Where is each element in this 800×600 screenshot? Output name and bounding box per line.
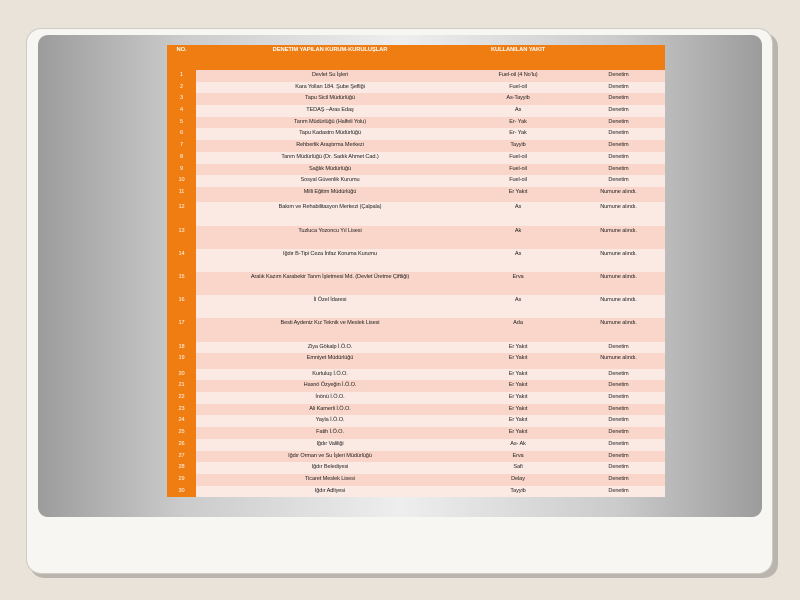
header-no: NO. [176,47,187,53]
institution-name: Aralık Kazım Karabekir Tarım İşletmesi Md. (Devlet Üretme Çiftliği) [250,273,410,280]
fuel-type: Erva [512,273,524,280]
table-row [167,474,665,486]
row-number: 19 [167,353,196,369]
table-row [167,187,665,203]
header-institution: DENETİM YAPILAN KURUM-KURULUŞLAR [272,47,388,53]
row-number: 5 [167,117,196,129]
row-cells [196,105,665,117]
row-cells [196,70,665,82]
institution-name: Ziya Gökalp İ.Ö.O. [307,343,353,350]
inspection-result: Denetim [608,475,629,482]
table-row [167,70,665,82]
row-number: 28 [167,462,196,474]
table-row [167,226,665,249]
row-number: 30 [167,486,196,498]
fuel-type: As- Ak [510,440,526,447]
inspection-result: Numune alındı. [600,355,637,362]
row-cells [196,249,665,272]
fuel-type: Er- Yak [509,130,527,137]
institution-name: Tuzluca Yozoncu Yıl Lisesi [298,227,362,234]
inspection-result: Denetim [608,107,629,114]
institution-name: Iğdır Adliyesi [314,487,346,494]
inspection-result: Denetim [608,118,629,125]
institution-name: Yayla İ.Ö.O. [315,417,345,424]
inspection-result: Denetim [608,405,629,412]
fuel-type: Er Yakıt [508,405,528,412]
row-cells [196,164,665,176]
row-number: 22 [167,392,196,404]
row-cells [196,93,665,105]
inspection-result: Denetim [608,429,629,436]
institution-name: Kurtuluş İ.Ö.O. [312,370,348,377]
institution-name: Tarım Müdürlüğü (Dr. Sadık Ahmet Cad.) [281,153,379,160]
row-number: 12 [167,202,196,225]
row-cells [196,451,665,463]
fuel-type: As [514,297,522,304]
fuel-type: As [514,204,522,211]
row-number: 11 [167,187,196,203]
inspection-result: Denetim [608,165,629,172]
inspection-result: Denetim [608,130,629,137]
row-cells [196,140,665,152]
institution-name: Iğdır Orman ve Su İşleri Müdürlüğü [288,452,372,459]
row-cells [196,392,665,404]
row-cells [196,474,665,486]
row-cells [196,415,665,427]
row-number: 2 [167,82,196,94]
row-number: 3 [167,93,196,105]
inspection-result: Denetim [608,417,629,424]
inspection-table [167,45,665,497]
inspection-result: Numune alındı. [600,297,637,304]
inspection-result: Numune alındı. [600,273,637,280]
inspection-result: Numune alındı. [600,320,637,327]
row-cells [196,404,665,416]
inspection-result: Denetim [608,370,629,377]
table-row [167,462,665,474]
institution-name: Fatih İ.Ö.O. [316,429,344,436]
table-row [167,342,665,354]
table-row [167,486,665,498]
inspection-result: Numune alındı. [600,188,637,195]
row-cells [196,202,665,225]
table-row [167,404,665,416]
row-cells [196,369,665,381]
row-number: 26 [167,439,196,451]
row-cells [196,353,665,369]
row-number: 25 [167,427,196,439]
fuel-type: Er Yakıt [508,382,528,389]
row-number: 14 [167,249,196,272]
fuel-type: Er Yakıt [508,355,528,362]
institution-name: Iğdır B-Tipi Ceza İnfaz Koruma Kurumu [282,250,378,257]
table-row [167,439,665,451]
table-row [167,272,665,295]
fuel-type: As [514,107,522,114]
row-number: 27 [167,451,196,463]
row-cells [196,342,665,354]
institution-name: Sağlık Müdürlüğü [309,165,351,172]
inspection-result: Denetim [608,464,629,471]
fuel-type: Safi [513,464,523,471]
institution-name: Tapu Kadastro Müdürlüğü [299,130,361,137]
row-number: 29 [167,474,196,486]
row-cells [196,82,665,94]
row-cells [196,486,665,498]
row-number: 8 [167,152,196,164]
row-cells [196,427,665,439]
fuel-type: Er- Yak [509,118,527,125]
table-body [167,70,665,497]
institution-name: İl Özel İdaresi [313,297,347,304]
institution-name: Hasnö Özyeğin İ.Ö.O. [303,382,357,389]
table-row [167,392,665,404]
table-row [167,202,665,225]
fuel-type: Fuel-oil [509,165,527,172]
row-cells [196,128,665,140]
row-number: 24 [167,415,196,427]
table-row [167,380,665,392]
table-row [167,164,665,176]
fuel-type: Ak [514,227,522,234]
row-number: 18 [167,342,196,354]
row-cells [196,226,665,249]
fuel-type: Er Yakıt [508,188,528,195]
row-cells [196,295,665,318]
row-cells [196,318,665,341]
inspection-result: Denetim [608,382,629,389]
fuel-type: Er Yakıt [508,429,528,436]
table-row [167,249,665,272]
inspection-result: Denetim [608,83,629,90]
inspection-result: Denetim [608,153,629,160]
inspection-result: Denetim [608,452,629,459]
institution-name: Besti Aydeniz Kız Teknik ve Meslek Lisesi [280,320,380,327]
institution-name: İnönü İ.Ö.O. [315,394,345,401]
institution-name: Bakım ve Rehabilitasyon Merkezi (Çalpala) [278,204,382,211]
row-cells [196,152,665,164]
inspection-result: Denetim [608,440,629,447]
fuel-type: Er Yakıt [508,343,528,350]
inspection-result: Denetim [608,142,629,149]
inspection-result: Numune alındı. [600,204,637,211]
row-cells [196,462,665,474]
inspection-result: Denetim [608,394,629,401]
row-number: 6 [167,128,196,140]
table-row [167,128,665,140]
row-number: 21 [167,380,196,392]
row-number: 9 [167,164,196,176]
institution-name: Tapu Sicil Müdürlüğü [305,95,355,102]
inspection-result: Denetim [608,72,629,78]
table-row [167,175,665,187]
fuel-type: Er Yakıt [508,370,528,377]
institution-name: TEDAŞ –Aras Edaş [306,107,354,114]
fuel-type: Er Yakıt [508,394,528,401]
table-row [167,318,665,341]
table-row [167,353,665,369]
table-row [167,427,665,439]
institution-name: Sosyal Güvenlik Kurumu [300,177,360,184]
institution-name: Ali Kamerli İ.Ö.O. [309,405,351,412]
row-number: 10 [167,175,196,187]
inspection-result: Denetim [608,177,629,184]
row-cells [196,272,665,295]
table-row [167,369,665,381]
fuel-type: Ada [513,320,523,327]
fuel-type: Fuel-oil [509,153,527,160]
row-number: 1 [167,70,196,82]
row-number: 16 [167,295,196,318]
institution-name: Devlet Su İşleri [311,72,349,78]
row-number: 23 [167,404,196,416]
fuel-type: As [514,250,522,257]
institution-name: Tarım Müdürlüğü (Halfeli Yolu) [294,118,366,125]
fuel-type: As-Tayyib [506,95,530,102]
institution-name: Rehberlik Araştırma Merkezi [296,142,364,149]
fuel-type: Tayyib [510,142,526,149]
table-row [167,105,665,117]
row-number: 4 [167,105,196,117]
inspection-result: Numune alındı. [600,227,637,234]
fuel-type: Fuel-oil [509,177,527,184]
row-cells [196,175,665,187]
fuel-type: Tayyib [510,487,526,494]
table-row [167,93,665,105]
table-row [167,82,665,94]
row-number: 13 [167,226,196,249]
inspection-result: Denetim [608,343,629,350]
institution-name: Iğdır Valiliği [316,440,344,447]
table-row [167,117,665,129]
row-number: 7 [167,140,196,152]
row-cells [196,380,665,392]
header-fuel: KULLANILAN YAKIT [490,47,546,53]
fuel-type: Delay [511,475,525,482]
table-row [167,140,665,152]
institution-name: Kara Yolları 184. Şube Şefliği [295,83,365,90]
inspection-result: Denetim [608,487,629,494]
institution-name: Iğdır Belediyesi [311,464,349,471]
row-cells [196,187,665,203]
row-number: 20 [167,369,196,381]
fuel-type: Er Yakıt [508,417,528,424]
fuel-type: Erva [512,452,524,459]
table-row [167,451,665,463]
table-row [167,152,665,164]
table-row [167,415,665,427]
fuel-type: Fuel-oil [509,83,527,90]
row-cells [196,117,665,129]
inspection-result: Denetim [608,95,629,102]
institution-name: Emniyet Müdürlüğü [306,355,354,362]
fuel-type: Fuel-oil (4 No'lu) [498,72,538,78]
row-number: 17 [167,318,196,341]
table-row [167,295,665,318]
inspection-result: Numune alındı. [600,250,637,257]
institution-name: Ticaret Meslek Lisesi [305,475,355,482]
table-header-row [167,45,665,70]
row-cells [196,439,665,451]
institution-name: Milli Eğitim Müdürlüğü [303,188,357,195]
row-number: 15 [167,272,196,295]
